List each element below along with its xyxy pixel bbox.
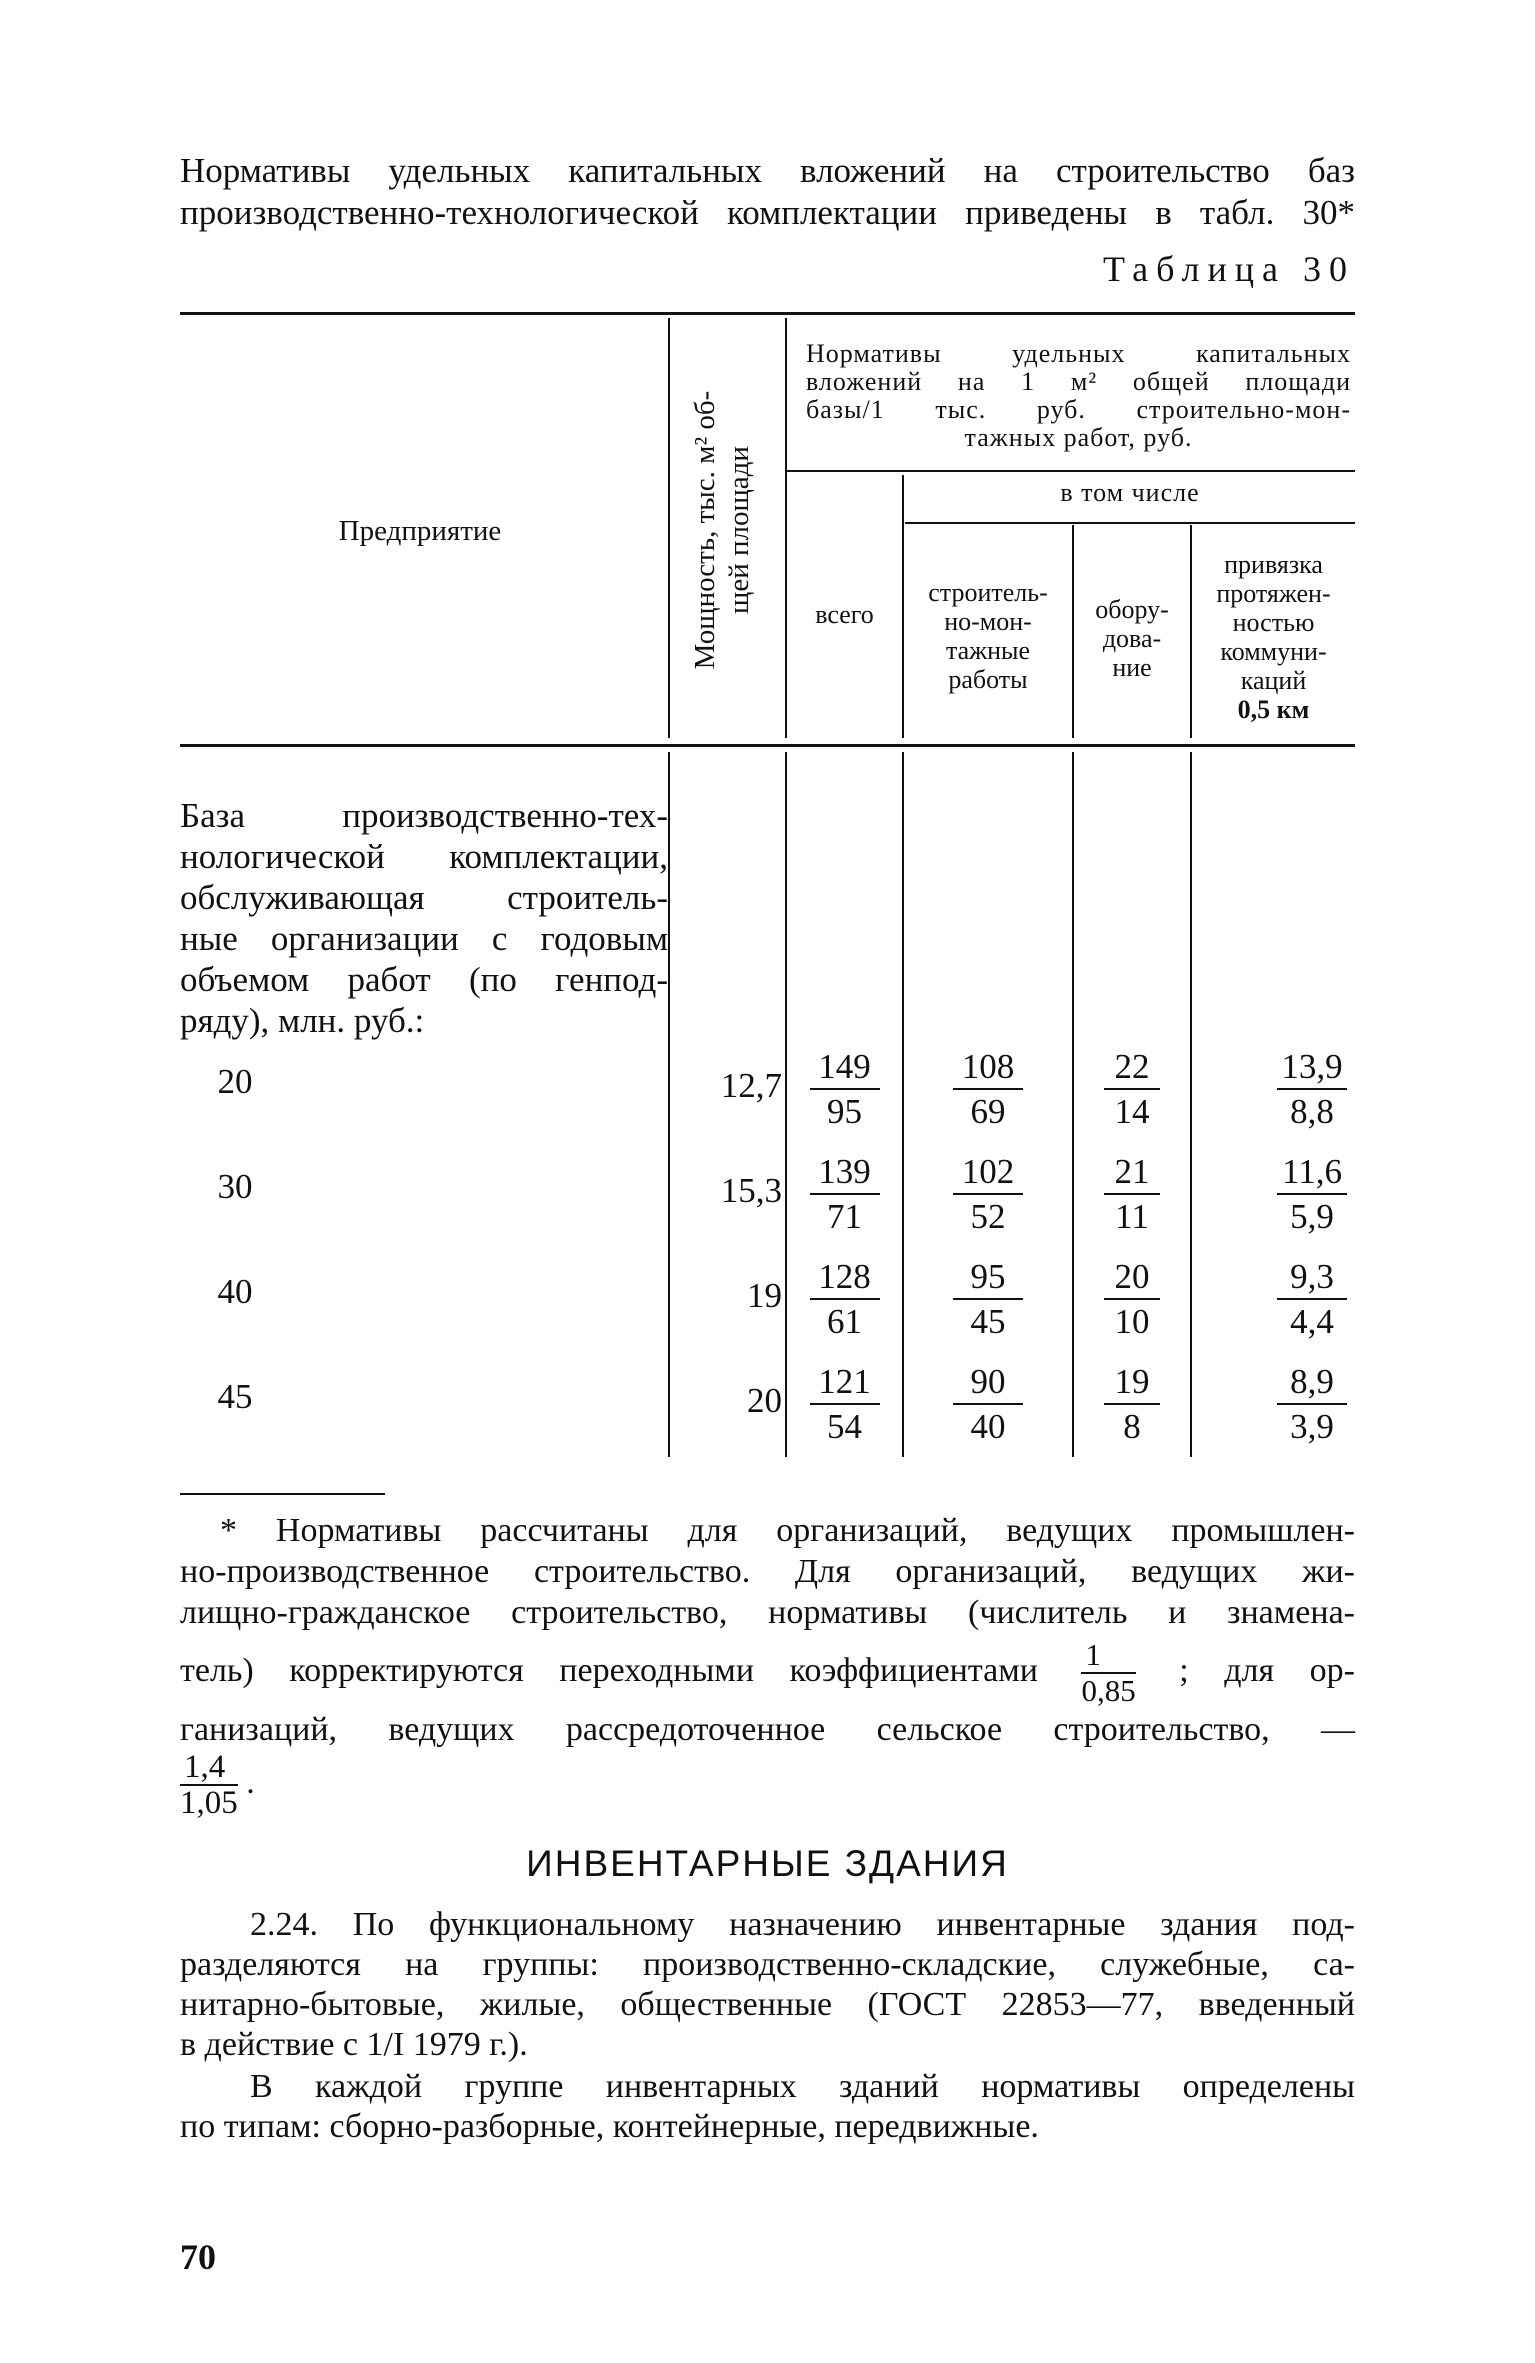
row-capacity: 15,3 <box>720 1171 782 1210</box>
column-divider <box>1190 752 1192 1457</box>
header-equipment-line: ние <box>1112 653 1152 682</box>
intro-line: Нормативы удельных капитальных вложений на строительство баз <box>180 151 1355 190</box>
fraction-numerator: 128 <box>810 1256 880 1300</box>
header-utilities-line: коммуни- <box>1220 637 1327 666</box>
header-equipment-line: обору- <box>1095 595 1169 624</box>
paragraph-line: 2.24. По функциональному назначению инвентарные здания под- <box>250 1906 1355 1943</box>
header-total-label: всего <box>815 600 874 629</box>
fraction-numerator: 9,3 <box>1277 1256 1347 1300</box>
fraction-denominator: 4,4 <box>1290 1302 1334 1341</box>
paragraph-line: в действие с 1/I 1979 г.). <box>180 2026 528 2063</box>
row-capacity: 20 <box>747 1381 782 1420</box>
fraction-numerator: 95 <box>953 1256 1023 1300</box>
header-equipment <box>1074 595 1190 682</box>
header-utilities-line: ностью <box>1232 608 1315 637</box>
header-including: в том числе <box>1060 478 1200 507</box>
fraction-denominator: 8,8 <box>1290 1092 1334 1131</box>
header-enterprise: Предприятие <box>338 515 502 547</box>
fraction-numerator: 149 <box>810 1046 880 1090</box>
fraction-numerator: 11,6 <box>1277 1151 1347 1195</box>
paragraph-line: нитарно-бытовые, жилые, общественные (ГОСТ 22853—77, введенный <box>180 1986 1355 2023</box>
row-utilities-fraction <box>1277 1256 1347 1344</box>
header-norms <box>806 340 1351 452</box>
paragraph-2-24 <box>180 1905 1355 2065</box>
footnote-line: лищно-гражданское строительство, нормативы (числитель и знамена- <box>180 1594 1355 1631</box>
column-divider <box>902 752 904 1457</box>
header-norms-line: Нормативы удельных капитальных <box>806 339 1351 368</box>
fraction-denominator: 69 <box>970 1092 1006 1131</box>
footnote-rule <box>180 1493 385 1495</box>
column-divider <box>668 752 670 1457</box>
fraction-numerator: 13,9 <box>1277 1046 1347 1090</box>
row-total-fraction <box>810 1256 880 1344</box>
header-equipment-line: дова- <box>1102 624 1162 653</box>
header-construction-line: тажные <box>945 636 1031 665</box>
row-volume: 20 <box>217 1062 253 1101</box>
footnote <box>180 1510 1355 1820</box>
table-label: Таблица 30 <box>1103 249 1355 289</box>
paragraph-line: разделяются на группы: производственно-складские, служебные, са- <box>180 1946 1355 1983</box>
row-volume: 45 <box>217 1377 253 1416</box>
coefficient-fraction <box>1081 1638 1135 1708</box>
row-utilities-fraction <box>1277 1151 1347 1239</box>
row-equipment-fraction <box>1104 1046 1160 1134</box>
fraction-denominator: 0,85 <box>1081 1673 1136 1709</box>
row-construction-fraction <box>953 1151 1023 1239</box>
fraction-numerator: 19 <box>1104 1361 1160 1405</box>
header-construction-line: но-мон- <box>944 607 1032 636</box>
column-divider <box>668 318 670 738</box>
header-norms-line: вложений на 1 м² общей площади <box>806 367 1351 396</box>
fraction-numerator: 139 <box>810 1151 880 1195</box>
footnote-text: ; для ор- <box>1179 1652 1355 1689</box>
header-utilities-line: каций <box>1240 666 1307 695</box>
fraction-denominator: 95 <box>827 1092 862 1131</box>
enterprise-line: объемом работ (по генпод- <box>180 960 668 999</box>
fraction-numerator: 21 <box>1104 1151 1160 1195</box>
row-volume: 40 <box>217 1272 253 1311</box>
fraction-denominator: 61 <box>827 1302 862 1341</box>
fraction-denominator: 8 <box>1123 1407 1141 1446</box>
row-total-fraction <box>810 1046 880 1134</box>
fraction-denominator: 5,9 <box>1290 1197 1334 1236</box>
header-construction-line: работы <box>948 665 1028 694</box>
row-total-fraction <box>810 1151 880 1239</box>
fraction-denominator: 14 <box>1114 1092 1150 1131</box>
column-divider <box>785 318 787 738</box>
paragraph-line: В каждой группе инвентарных зданий нормативы определены <box>250 2068 1355 2105</box>
including-header-rule <box>905 522 1355 524</box>
row-equipment-fraction <box>1104 1151 1160 1239</box>
header-construction <box>904 578 1072 694</box>
enterprise-line: ные организации с годовым <box>180 919 668 958</box>
fraction-numerator: 8,9 <box>1277 1361 1347 1405</box>
header-capacity <box>672 320 772 740</box>
intro-line: производственно-технологической комплектации приведены в табл. 30* <box>180 193 1355 232</box>
fraction-denominator: 71 <box>827 1197 862 1236</box>
header-norms-line: базы/1 тыс. руб. строительно-мон- <box>806 395 1351 424</box>
section-title: ИНВЕНТАРНЫЕ ЗДАНИЯ <box>526 1843 1009 1884</box>
row-total-fraction <box>810 1361 880 1449</box>
header-utilities-line: 0,5 км <box>1237 695 1310 724</box>
footnote-line <box>180 1633 1355 1709</box>
fraction-denominator: 10 <box>1114 1302 1150 1341</box>
fraction-denominator: 3,9 <box>1290 1407 1334 1446</box>
row-construction-fraction <box>953 1361 1023 1449</box>
enterprise-line: База производственно-тех- <box>180 796 668 835</box>
row-utilities-fraction <box>1277 1046 1347 1134</box>
header-utilities <box>1192 550 1355 724</box>
header-total <box>787 600 902 629</box>
fraction-numerator: 121 <box>810 1361 880 1405</box>
fraction-numerator: 1,4 <box>180 1750 238 1786</box>
row-volume: 30 <box>217 1167 253 1206</box>
header-bottom-rule <box>180 744 1355 747</box>
row-utilities-fraction <box>1277 1361 1347 1449</box>
footnote-line: * Нормативы рассчитаны для организаций, ведущих промышлен- <box>220 1512 1355 1549</box>
row-equipment-fraction <box>1104 1361 1160 1449</box>
header-construction-line: строитель- <box>928 578 1048 607</box>
coefficient-fraction <box>180 1750 238 1820</box>
footnote-line: но-производственное строительство. Для организаций, ведущих жи- <box>180 1553 1355 1590</box>
paragraph-types <box>180 2067 1355 2147</box>
header-norms-line: тажных работ, руб. <box>964 423 1193 452</box>
row-capacity: 19 <box>747 1276 782 1315</box>
row-capacity: 12,7 <box>720 1066 782 1105</box>
enterprise-line: обслуживающая строитель- <box>180 878 668 917</box>
page-number: 70 <box>180 2237 216 2277</box>
row-construction-fraction <box>953 1256 1023 1344</box>
footnote-line: ганизаций, ведущих рассредоточенное сельское строительство, — <box>180 1711 1355 1748</box>
fraction-denominator: 45 <box>970 1302 1006 1341</box>
intro-paragraph <box>180 150 1355 234</box>
fraction-numerator: 1 <box>1081 1638 1135 1674</box>
fraction-denominator: 40 <box>970 1407 1006 1446</box>
row-equipment-fraction <box>1104 1256 1160 1344</box>
column-divider <box>1072 752 1074 1457</box>
paragraph-line: по типам: сборно-разборные, контейнерные, передвижные. <box>180 2108 1039 2145</box>
enterprise-description <box>180 795 668 1041</box>
fraction-numerator: 22 <box>1104 1046 1160 1090</box>
row-construction-fraction <box>953 1046 1023 1134</box>
header-capacity-line: Мощность, тыс. м² об- <box>689 390 721 670</box>
norms-header-rule <box>787 470 1355 472</box>
footnote-line <box>180 1750 1355 1820</box>
footnote-text: . <box>246 1763 255 1801</box>
column-divider <box>785 752 787 1457</box>
header-utilities-line: протяжен- <box>1216 579 1331 608</box>
fraction-numerator: 90 <box>953 1361 1023 1405</box>
enterprise-line: ряду), млн. руб.: <box>180 1001 425 1040</box>
header-utilities-line: привязка <box>1224 550 1323 579</box>
fraction-denominator: 1,05 <box>180 1785 238 1821</box>
fraction-numerator: 102 <box>953 1151 1023 1195</box>
fraction-denominator: 52 <box>970 1197 1006 1236</box>
header-capacity-line: щей площади <box>723 446 755 614</box>
table-top-rule <box>180 312 1355 315</box>
fraction-denominator: 54 <box>827 1407 862 1446</box>
fraction-numerator: 20 <box>1104 1256 1160 1300</box>
footnote-text: тель) корректируются переходными коэффициентами <box>180 1652 1038 1689</box>
enterprise-line: нологической комплектации, <box>180 837 668 876</box>
fraction-numerator: 108 <box>953 1046 1023 1090</box>
fraction-denominator: 11 <box>1115 1197 1149 1236</box>
